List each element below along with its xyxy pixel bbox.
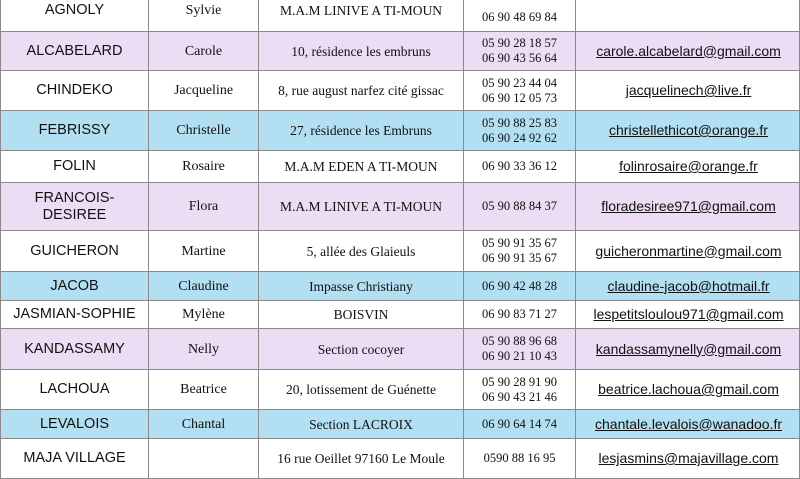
email-link[interactable]: folinrosaire@orange.fr bbox=[619, 158, 758, 174]
telephone-number: 05 90 23 44 04 bbox=[482, 75, 557, 90]
adresse-cell: 8, rue august narfez cité gissac bbox=[259, 71, 464, 110]
nom-cell bbox=[1, 329, 149, 369]
email-link[interactable]: guicheronmartine@gmail.com bbox=[595, 242, 782, 259]
adresse-cell: M.A.M LINIVE A TI-MOUN bbox=[259, 0, 464, 31]
nom-cell bbox=[1, 231, 149, 271]
telephone-cell bbox=[464, 0, 576, 31]
adresse-cell: Section cocoyer bbox=[259, 329, 464, 369]
prenom-cell: Martine bbox=[149, 231, 259, 271]
prenom-cell: Christelle bbox=[149, 111, 259, 150]
telephone-number: 05 90 88 84 37 bbox=[482, 199, 557, 213]
adresse-cell: 27, résidence les Embruns bbox=[259, 111, 464, 150]
telephone-cell bbox=[464, 301, 576, 328]
telephone-cell bbox=[464, 410, 576, 438]
telephone-cell bbox=[464, 111, 576, 150]
telephone-cell bbox=[464, 272, 576, 300]
table-row bbox=[0, 329, 800, 370]
telephone-number: 05 90 88 25 83 bbox=[482, 115, 557, 130]
prenom-cell: Flora bbox=[149, 183, 259, 230]
adresse-cell: 5, allée des Glaieuls bbox=[259, 231, 464, 271]
telephone-cell bbox=[464, 183, 576, 230]
telephone-cell bbox=[464, 370, 576, 409]
prenom-cell: Jacqueline bbox=[149, 71, 259, 110]
prenom-cell: Rosaire bbox=[149, 151, 259, 182]
nom-cell bbox=[1, 151, 149, 182]
nom-line: LACHOUA bbox=[39, 381, 110, 397]
telephone-number: 06 90 43 56 64 bbox=[482, 51, 557, 65]
table-row bbox=[0, 151, 800, 183]
telephone-number bbox=[518, 0, 521, 10]
telephone-number: 06 90 24 92 62 bbox=[482, 130, 557, 145]
email-link[interactable]: floradesiree971@gmail.com bbox=[601, 198, 776, 214]
nom-line: MAJA VILLAGE bbox=[23, 450, 126, 466]
prenom-cell: Nelly bbox=[149, 329, 259, 369]
prenom-cell: Sylvie bbox=[149, 0, 259, 31]
table-row bbox=[0, 71, 800, 111]
adresse-cell: Impasse Christiany bbox=[259, 272, 464, 300]
email-cell bbox=[576, 71, 800, 110]
adresse-cell: BOISVIN bbox=[259, 301, 464, 328]
telephone-cell bbox=[464, 151, 576, 182]
email-cell bbox=[576, 111, 800, 150]
email-cell bbox=[576, 272, 800, 300]
nom-line: CHINDEKO bbox=[36, 82, 113, 98]
telephone-cell bbox=[464, 439, 576, 478]
adresse-cell: Section LACROIX bbox=[259, 410, 464, 438]
prenom-cell: Mylène bbox=[149, 301, 259, 328]
telephone-number: 06 90 21 10 43 bbox=[482, 349, 557, 363]
telephone-number: 05 90 91 35 67 bbox=[482, 236, 557, 250]
nom-cell bbox=[1, 71, 149, 110]
email-cell bbox=[576, 439, 800, 478]
telephone-number: 06 90 83 71 27 bbox=[482, 307, 557, 321]
email-link[interactable]: jacquelinech@live.fr bbox=[625, 82, 752, 98]
table-row bbox=[0, 183, 800, 231]
telephone-number: 05 90 28 18 57 bbox=[482, 36, 557, 50]
telephone-number: 06 90 33 36 12 bbox=[482, 159, 557, 173]
telephone-cell bbox=[464, 71, 576, 110]
email-cell bbox=[576, 0, 800, 31]
email-cell bbox=[576, 329, 800, 369]
telephone-cell bbox=[464, 231, 576, 271]
nom-line: ALCABELARD bbox=[26, 42, 123, 59]
nom-cell bbox=[1, 111, 149, 150]
nom-line: LEVALOIS bbox=[39, 415, 110, 432]
telephone-number: 06 90 42 48 28 bbox=[482, 278, 557, 293]
prenom-cell: Claudine bbox=[149, 272, 259, 300]
email-cell bbox=[576, 301, 800, 328]
nom-cell bbox=[1, 0, 149, 31]
table-row bbox=[0, 410, 800, 439]
email-cell bbox=[576, 151, 800, 182]
telephone-number: 05 90 28 91 90 bbox=[482, 374, 557, 389]
nom-line: JASMIAN-SOPHIE bbox=[13, 306, 136, 322]
table-row bbox=[0, 272, 800, 301]
email-link[interactable]: claudine-jacob@hotmail.fr bbox=[607, 277, 770, 294]
email-link[interactable]: christellethicot@orange.fr bbox=[609, 122, 768, 138]
telephone-cell bbox=[464, 32, 576, 70]
table-row bbox=[0, 32, 800, 71]
table-row bbox=[0, 0, 800, 32]
email-cell bbox=[576, 183, 800, 230]
table-row bbox=[0, 370, 800, 410]
nom-cell bbox=[1, 32, 149, 70]
nom-line: KANDASSAMY bbox=[24, 340, 125, 357]
adresse-cell: 16 rue Oeillet 97160 Le Moule bbox=[259, 439, 464, 478]
nom-line: DESIREE bbox=[42, 206, 107, 223]
nom-cell bbox=[1, 410, 149, 438]
adresse-cell: 10, résidence les embruns bbox=[259, 32, 464, 70]
email-cell bbox=[576, 370, 800, 409]
table-row bbox=[0, 301, 800, 329]
adresse-cell: 20, lotissement de Guénette bbox=[259, 370, 464, 409]
nom-cell bbox=[1, 183, 149, 230]
telephone-number: 06 90 43 21 46 bbox=[482, 389, 557, 404]
email-cell bbox=[576, 231, 800, 271]
adresse-cell: M.A.M LINIVE A TI-MOUN bbox=[259, 183, 464, 230]
telephone-number: 06 90 12 05 73 bbox=[482, 90, 557, 105]
email-link[interactable]: carole.alcabelard@gmail.com bbox=[596, 42, 781, 59]
telephone-number: 06 90 48 69 84 bbox=[482, 10, 557, 24]
email-link[interactable]: lespetitsloulou971@gmail.com bbox=[593, 306, 784, 322]
prenom-cell: Carole bbox=[149, 32, 259, 70]
nom-line: FRANCOIS- bbox=[34, 189, 115, 206]
nom-line: AGNOLY bbox=[44, 1, 105, 18]
email-cell bbox=[576, 410, 800, 438]
table-row bbox=[0, 439, 800, 479]
email-link[interactable]: lesjasmins@majavillage.com bbox=[598, 450, 779, 466]
email-cell bbox=[576, 32, 800, 70]
table-row bbox=[0, 231, 800, 272]
adresse-cell: M.A.M EDEN A TI-MOUN bbox=[259, 151, 464, 182]
email-link[interactable]: kandassamynelly@gmail.com bbox=[595, 340, 782, 357]
prenom-cell: Beatrice bbox=[149, 370, 259, 409]
prenom-cell: Chantal bbox=[149, 410, 259, 438]
nom-line: FOLIN bbox=[53, 158, 96, 174]
nom-line: JACOB bbox=[50, 277, 99, 294]
telephone-number: 06 90 91 35 67 bbox=[482, 251, 557, 265]
nom-cell bbox=[1, 370, 149, 409]
table-row bbox=[0, 111, 800, 151]
telephone-number: 06 90 64 14 74 bbox=[482, 416, 557, 431]
nom-line: FEBRISSY bbox=[38, 122, 111, 138]
email-link[interactable]: beatrice.lachoua@gmail.com bbox=[598, 381, 779, 397]
telephone-number: 0590 88 16 95 bbox=[483, 451, 556, 465]
nom-cell bbox=[1, 439, 149, 478]
nom-cell bbox=[1, 301, 149, 328]
nom-cell bbox=[1, 272, 149, 300]
telephone-cell bbox=[464, 329, 576, 369]
email-link[interactable]: chantale.levalois@wanadoo.fr bbox=[595, 415, 782, 432]
telephone-number: 05 90 88 96 68 bbox=[482, 334, 557, 348]
nom-line: GUICHERON bbox=[30, 242, 119, 259]
prenom-cell bbox=[149, 439, 259, 478]
